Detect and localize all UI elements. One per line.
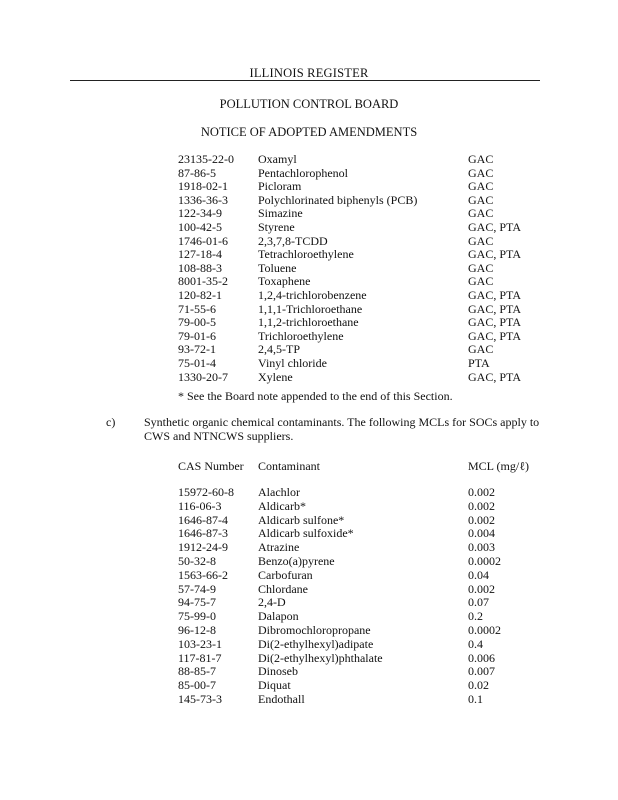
cell-name: Di(2-ethylhexyl)phthalate (258, 650, 383, 665)
cell-cas: 127-18-4 (178, 247, 222, 262)
cell-tech: GAC (468, 274, 494, 289)
cell-tech: GAC, PTA (468, 219, 522, 234)
cell-tech: GAC, PTA (468, 301, 522, 316)
table-row (178, 569, 558, 583)
cell-mcl: 0.1 (468, 691, 483, 706)
cell-name: Aldicarb sulfone* (258, 512, 345, 527)
column-header-mcl: MCL (mg/ℓ) (468, 459, 529, 473)
cell-mcl: 0.003 (468, 540, 495, 555)
column-header-cas: CAS Number (178, 459, 244, 473)
cell-name: 2,4,5-TP (258, 342, 300, 357)
cell-mcl: 0.004 (468, 526, 495, 541)
cell-cas: 1563-66-2 (178, 567, 228, 582)
cell-cas: 87-86-5 (178, 165, 216, 180)
table-row (178, 527, 558, 541)
cell-cas: 122-34-9 (178, 206, 222, 221)
cell-cas: 1746-01-6 (178, 233, 228, 248)
table-row (178, 371, 558, 385)
cell-tech: GAC, PTA (468, 328, 522, 343)
cell-cas: 1330-20-7 (178, 369, 228, 384)
table-row (178, 357, 558, 371)
cell-name: Pentachlorophenol (258, 165, 348, 180)
cell-mcl: 0.002 (468, 512, 495, 527)
cell-cas: 1646-87-3 (178, 526, 228, 541)
cell-name: Diquat (258, 678, 291, 693)
cell-cas: 79-01-6 (178, 328, 216, 343)
cell-cas: 103-23-1 (178, 636, 222, 651)
cell-name: Dalapon (258, 609, 299, 624)
cell-name: Aldicarb* (258, 498, 306, 513)
cell-name: Di(2-ethylhexyl)adipate (258, 636, 374, 651)
cell-cas: 1918-02-1 (178, 179, 228, 194)
table-row (178, 221, 558, 235)
table-row (178, 486, 558, 500)
cell-mcl: 0.0002 (468, 622, 501, 637)
table-row (178, 275, 558, 289)
cell-cas: 93-72-1 (178, 342, 216, 357)
cell-cas: 145-73-3 (178, 691, 222, 706)
table-row (178, 500, 558, 514)
cell-mcl: 0.002 (468, 485, 495, 499)
cell-cas: 1336-36-3 (178, 192, 228, 207)
table-row (178, 638, 558, 652)
table-row (178, 583, 558, 597)
cell-name: 2,4-D (258, 595, 286, 610)
table-row (178, 153, 558, 167)
cell-name: Endothall (258, 691, 305, 706)
table-row (178, 167, 558, 181)
cell-mcl: 0.0002 (468, 553, 501, 568)
header-rule (70, 80, 540, 81)
cell-name: 1,2,4-trichlorobenzene (258, 287, 367, 302)
cell-cas: 116-06-3 (178, 498, 222, 513)
table-row (178, 194, 558, 208)
table-row (178, 235, 558, 249)
cell-mcl: 0.002 (468, 581, 495, 596)
table-row (178, 610, 558, 624)
cell-name: Dibromochloropropane (258, 622, 371, 637)
cell-cas: 120-82-1 (178, 287, 222, 302)
cell-mcl: 0.006 (468, 650, 495, 665)
cell-tech: GAC (468, 179, 494, 194)
table-row (178, 541, 558, 555)
cell-cas: 23135-22-0 (178, 152, 234, 166)
table-row (178, 343, 558, 357)
board-title: POLLUTION CONTROL BOARD (219, 97, 399, 111)
table-row (178, 555, 558, 569)
cell-cas: 15972-60-8 (178, 485, 234, 499)
cell-mcl: 0.02 (468, 678, 489, 693)
cell-mcl: 0.2 (468, 609, 483, 624)
cell-name: Dinoseb (258, 664, 298, 679)
board-note: * See the Board note appended to the end of this Section. (178, 389, 453, 403)
table-row (178, 330, 558, 344)
cell-tech: GAC, PTA (468, 287, 522, 302)
cell-cas: 50-32-8 (178, 553, 216, 568)
cell-name: Oxamyl (258, 152, 297, 166)
cell-mcl: 0.04 (468, 567, 489, 582)
table-row (178, 514, 558, 528)
column-header-contaminant: Contaminant (258, 459, 320, 473)
cell-name: Xylene (258, 369, 293, 384)
table-row (178, 303, 558, 317)
cell-cas: 79-00-5 (178, 315, 216, 330)
cell-name: Atrazine (258, 540, 300, 555)
cell-cas: 88-85-7 (178, 664, 216, 679)
cell-tech: GAC (468, 260, 494, 275)
section-c-text: Synthetic organic chemical contaminants. The following MCLs for SOCs apply to CWS and NTNCWS suppliers. (144, 415, 540, 443)
cell-cas: 71-55-6 (178, 301, 216, 316)
cell-tech: GAC, PTA (468, 369, 522, 384)
cell-tech: GAC, PTA (468, 247, 522, 262)
cell-name: Benzo(a)pyrene (258, 553, 335, 568)
table-row (178, 624, 558, 638)
cell-name: 1,1,2-trichloroethane (258, 315, 359, 330)
cell-cas: 94-75-7 (178, 595, 216, 610)
cell-cas: 96-12-8 (178, 622, 216, 637)
soc-mcl-table (178, 486, 558, 707)
cell-cas: 108-88-3 (178, 260, 222, 275)
cell-name: Styrene (258, 219, 295, 234)
table-row (178, 652, 558, 666)
cell-tech: GAC (468, 192, 494, 207)
cell-tech: GAC (468, 165, 494, 180)
cell-name: Trichloroethylene (258, 328, 344, 343)
notice-title: NOTICE OF ADOPTED AMENDMENTS (200, 125, 418, 139)
table-row (178, 248, 558, 262)
section-c-label: c) (106, 415, 116, 429)
cell-cas: 8001-35-2 (178, 274, 228, 289)
cell-tech: GAC, PTA (468, 315, 522, 330)
table-row (178, 207, 558, 221)
cell-name: Tetrachloroethylene (258, 247, 354, 262)
cell-mcl: 0.007 (468, 664, 495, 679)
cell-name: 2,3,7,8-TCDD (258, 233, 328, 248)
cell-cas: 1646-87-4 (178, 512, 228, 527)
cell-name: Carbofuran (258, 567, 313, 582)
cell-name: Simazine (258, 206, 303, 221)
cell-mcl: 0.002 (468, 498, 495, 513)
table-row (178, 679, 558, 693)
cell-name: 1,1,1-Trichloroethane (258, 301, 363, 316)
cell-cas: 100-42-5 (178, 219, 222, 234)
cell-name: Alachlor (258, 485, 300, 499)
cell-name: Polychlorinated biphenyls (PCB) (258, 192, 418, 207)
cell-name: Aldicarb sulfoxide* (258, 526, 354, 541)
cell-cas: 57-74-9 (178, 581, 216, 596)
cell-name: Toxaphene (258, 274, 311, 289)
cell-name: Toluene (258, 260, 297, 275)
table-row (178, 665, 558, 679)
cell-mcl: 0.4 (468, 636, 483, 651)
table-row (178, 693, 558, 707)
cell-tech: PTA (468, 355, 490, 370)
cell-name: Chlordane (258, 581, 308, 596)
table-row (178, 180, 558, 194)
cell-tech: GAC (468, 206, 494, 221)
cell-mcl: 0.07 (468, 595, 489, 610)
cell-cas: 117-81-7 (178, 650, 222, 665)
treatment-technology-table (178, 153, 558, 384)
table-row (178, 289, 558, 303)
register-title: ILLINOIS REGISTER (249, 66, 369, 80)
table-row (178, 316, 558, 330)
table-row (178, 262, 558, 276)
cell-cas: 75-01-4 (178, 355, 216, 370)
cell-cas: 75-99-0 (178, 609, 216, 624)
cell-tech: GAC (468, 342, 494, 357)
cell-tech: GAC (468, 233, 494, 248)
cell-name: Picloram (258, 179, 302, 194)
table-row (178, 596, 558, 610)
cell-cas: 1912-24-9 (178, 540, 228, 555)
cell-name: Vinyl chloride (258, 355, 327, 370)
cell-cas: 85-00-7 (178, 678, 216, 693)
cell-tech: GAC (468, 152, 494, 166)
